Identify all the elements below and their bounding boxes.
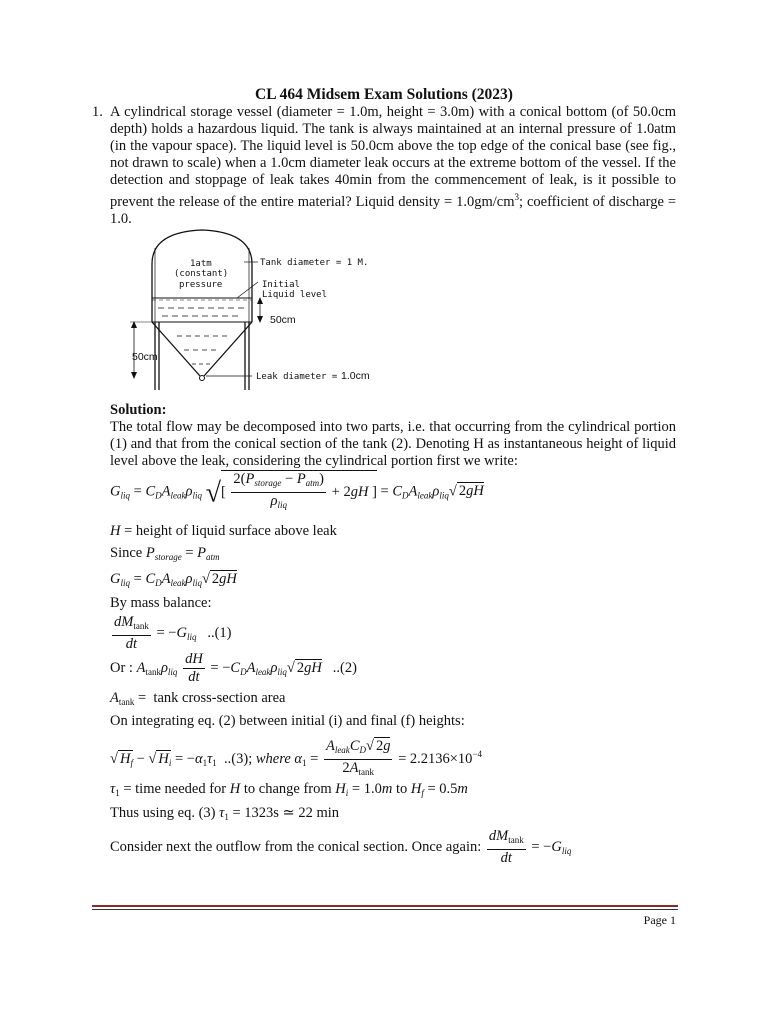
question-body: A cylindrical storage vessel (diameter = 1.0m, height = 3.0m) with a conical bottom (of 50.0cm depth) holds a hazardous liquid. The tank is always maintained at an internal pressure of 1.0atm (in the vapour space). The liquid level is 50.0cm above the top edge of the conical base (see fig., not drawn to scale) when a 1.0cm diameter leak occurs at the extreme bottom of the vessel. If the detection and stoppage of leak takes 40min from the commencement of leak, is it possible to prevent the release of the entire material? Liquid density = 1.0gm/cm — [110, 104, 676, 210]
area-definition: $A_{tank} = \tan k$ cross-section area — [110, 690, 286, 707]
footer-rule-thin — [92, 909, 678, 910]
h-definition: H = height of liquid surface above leak — [110, 523, 337, 539]
tau-definition: $\tau_1$ = time needed for H to change from $H_i = 1.0m$ to $H_f = 0.5m$ — [110, 781, 468, 798]
mass-balance-label: By mass balance: — [110, 595, 212, 611]
tau-result-value: = 1323s ≃ 22 min — [232, 805, 339, 821]
page-title: CL 464 Midsem Exam Solutions (2023) — [255, 86, 513, 103]
alpha-exponent: −4 — [472, 748, 483, 759]
tau-def-text: = time needed for — [123, 781, 227, 797]
solution-heading: Solution: — [110, 402, 167, 418]
density-exponent: 3 — [514, 192, 520, 202]
since-statement: Since $P_{storage} = P_{atm}$ — [110, 545, 220, 562]
initial-level-label-1: Initial — [262, 280, 300, 290]
torricelli-equation: $G_{liq} = C_DA_{leak}\rho_{liq}√$ 2gH — [110, 571, 237, 588]
pressure-label-1: 1atm — [190, 259, 212, 269]
alpha-value: = 2.2136×10 — [398, 750, 473, 767]
question-text — [110, 104, 676, 228]
tau-result: Thus using eq. (3) $\tau_1 = 1323s$ ≃ 22 min — [110, 805, 339, 822]
equation-2: Or : $A_{tank}\rho_{liq}$ $\frac{dH}{dt}$ = $-C_DA_{leak}\rho_{liq}√$ 2gH ..(2) — [110, 651, 357, 685]
equation-3: √ $H_f$ − √ $H_i = -\alpha_1\tau_1$ ..(3); where $\alpha_1$ = $\frac{A_{leak}C_D√ 2g}{2A_{tank}}$ = $2.2136\times 10^{-4}$ — [110, 738, 483, 777]
since-text: Since — [110, 545, 143, 561]
eq3-tag: ..(3); — [224, 750, 253, 767]
integrating-statement: On integrating eq. (2) between initial (i) and final (f) heights: — [110, 713, 465, 729]
tank-diameter-label: Tank diameter = 1 M. — [260, 258, 369, 268]
h-definition-text: = height of liquid surface above leak — [124, 523, 337, 539]
leak-diameter-value: 1.0cm — [341, 370, 370, 382]
tau-from: = 1.0 — [351, 781, 382, 797]
dim-cone-depth: 50cm — [132, 351, 158, 363]
eq2-tag: ..(2) — [332, 659, 357, 676]
leak-diameter-label: Leak diameter = — [256, 372, 338, 382]
question-tail: ; coefficient of discharge = 1.0. — [110, 194, 677, 227]
footer-rule — [92, 905, 678, 907]
bernoulli-equation: $G_{liq} = C_DA_{leak}\rho_{liq}$ √[ $\frac{2(P_{storage} - P_{atm})}{\rho_{liq}}$ + 2gH ] = $C_DA_{leak}\rho_{liq}√$ 2gH — [110, 470, 484, 514]
conical-text: Consider next the outflow from the conical section. Once again: — [110, 838, 482, 855]
tau-to-label: to — [395, 781, 408, 797]
area-definition-text: tank cross-section area — [153, 690, 286, 706]
tau-to: = 0.5 — [427, 781, 458, 797]
tank-figure — [122, 224, 422, 394]
page-number: Page 1 — [643, 913, 676, 927]
pressure-label-3: pressure — [179, 280, 223, 290]
solution-intro: The total flow may be decomposed into two parts, i.e. that occurring from the cylindrical portion (1) and that from the conical section of the tank (2). Denoting H as instantaneous height of liquid level above the leak, considering the cylindrical portion first we write: — [110, 419, 676, 469]
thus-text: Thus using eq. (3) — [110, 805, 216, 821]
question-number: 1. — [92, 104, 103, 120]
conical-statement: Consider next the outflow from the conical section. Once again: $\frac{dM_{tank}}{dt}$ = $-G_{liq}$ — [110, 828, 572, 866]
eq1-tag: ..(1) — [207, 624, 232, 641]
pressure-label-2: (constant) — [174, 269, 229, 279]
dim-liquid-height: 50cm — [270, 314, 296, 326]
tau-def-text-2: to change from — [243, 781, 332, 797]
initial-level-label-2: Liquid level — [262, 290, 328, 300]
equation-1: $\frac{dM_{tank}}{dt}$ = $-G_{liq}$ ..(1) — [114, 614, 232, 652]
or-label: Or : — [110, 659, 133, 676]
where-text: where — [255, 750, 291, 767]
